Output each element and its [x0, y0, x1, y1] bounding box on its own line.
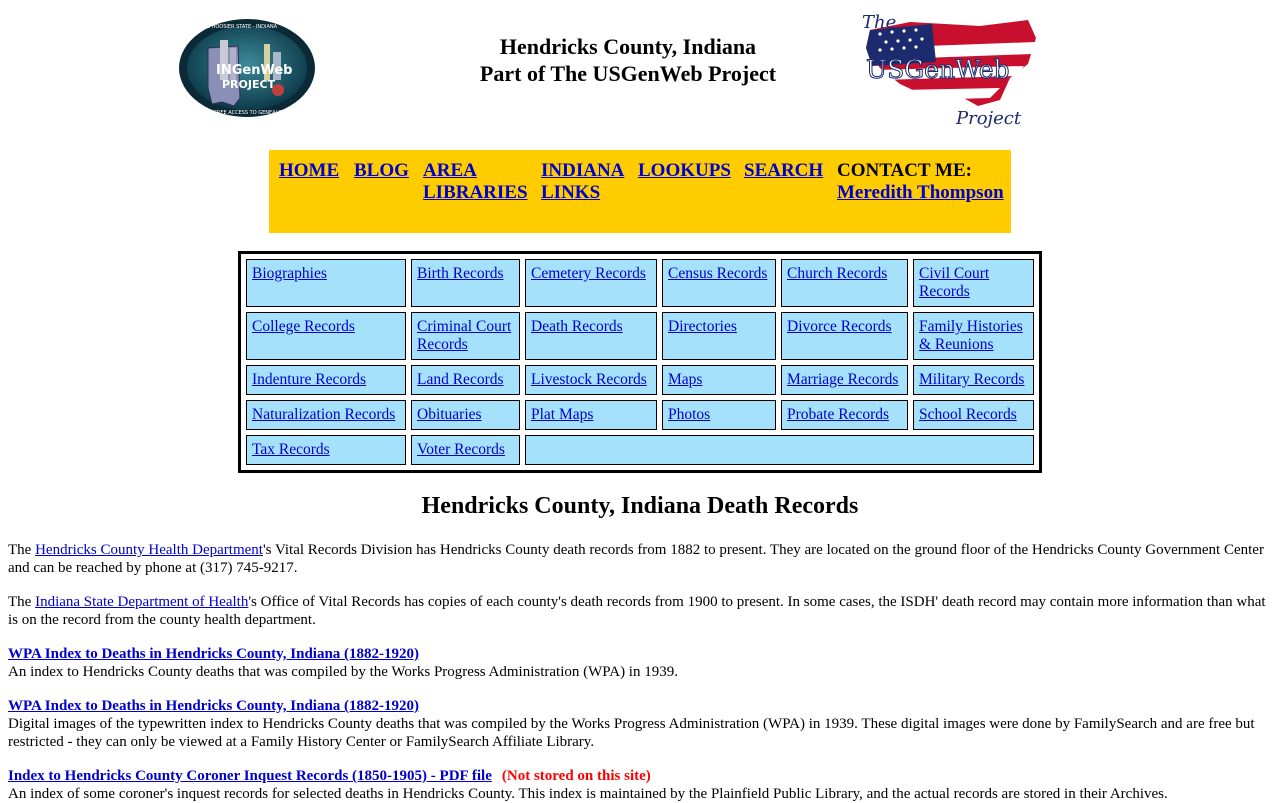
record-link-military[interactable]: Military Records — [919, 371, 1025, 388]
wpa-index-link-1[interactable]: WPA Index to Deaths in Hendricks County, Indiana (1882-1920) — [8, 646, 420, 662]
p2-pre: The — [8, 594, 36, 610]
record-link-plat-maps[interactable]: Plat Maps — [531, 406, 594, 423]
record-link-family-histories[interactable]: Family Histories & Reunions — [919, 318, 1023, 353]
record-link-church[interactable]: Church Records — [787, 265, 888, 282]
records-cell — [411, 365, 520, 395]
contact-link[interactable]: Meredith Thompson — [837, 182, 1004, 203]
record-link-death[interactable]: Death Records — [531, 318, 623, 335]
ingenweb-logo-line2: PROJECT — [222, 78, 276, 91]
records-cell — [246, 365, 406, 395]
page-heading: Hendricks County, Indiana Death Records — [421, 493, 859, 519]
records-cell — [913, 312, 1034, 360]
nav-lookups — [638, 160, 731, 182]
nav-blog — [354, 160, 409, 182]
nav-indiana-links-link[interactable] — [541, 160, 624, 203]
record-link-maps[interactable]: Maps — [668, 371, 703, 388]
nav-lookups-link[interactable]: LOOKUPS — [638, 160, 731, 181]
record-link-college[interactable]: College Records — [252, 318, 355, 335]
records-cell — [246, 400, 406, 430]
nav-home-link[interactable]: HOME — [279, 160, 340, 181]
wpa-index-entry-1 — [8, 645, 1270, 681]
records-cell — [781, 400, 908, 430]
records-cell — [246, 259, 406, 307]
record-link-criminal-court[interactable]: Criminal Court Records — [417, 318, 512, 353]
records-cell — [913, 400, 1034, 430]
nav-area-line1: AREA — [423, 160, 477, 181]
record-link-divorce[interactable]: Divorce Records — [787, 318, 892, 335]
records-cell — [781, 365, 908, 395]
p1-pre: The — [8, 542, 36, 558]
ingenweb-logo-line1: INGenWeb — [216, 63, 293, 78]
records-cell — [411, 435, 520, 465]
records-cell — [411, 259, 520, 307]
records-cell — [662, 400, 776, 430]
nav-area-libraries — [423, 160, 528, 204]
records-cell — [781, 259, 908, 307]
nav-indiana-line1: INDIANA — [541, 160, 625, 181]
records-cell — [781, 312, 908, 360]
p1-post: 's Vital Records Division has Hendricks County death records from 1882 to present. They are located on the ground floor of the Hendricks County Government Center and can be reached by phone at (317) 745-9217. — [8, 542, 1264, 576]
not-stored-note: (Not stored on this site) — [501, 768, 651, 784]
records-cell — [662, 365, 776, 395]
site-title — [440, 33, 816, 87]
wpa-index-link-2[interactable]: WPA Index to Deaths in Hendricks County, Indiana (1882-1920) — [8, 698, 420, 714]
record-link-livestock[interactable]: Livestock Records — [531, 371, 647, 388]
record-link-voter[interactable]: Voter Records — [417, 441, 505, 458]
records-cell — [525, 259, 657, 307]
records-cell-empty — [525, 435, 1034, 465]
wpa-index-desc-1: An index to Hendricks County deaths that was compiled by the Works Progress Administration (WPA) in 1939. — [8, 664, 678, 680]
usgenweb-logo-project: Project — [956, 108, 1022, 129]
site-title-line1: Hendricks County, Indiana — [499, 34, 757, 59]
ingenweb-ring-bottom: FREE ACCESS TO GENEALOGY — [214, 110, 289, 116]
record-link-cemetery[interactable]: Cemetery Records — [531, 265, 646, 282]
records-cell — [525, 365, 657, 395]
records-cell — [246, 435, 406, 465]
site-title-line2: Part of The USGenWeb Project — [479, 61, 777, 86]
nav-indiana-line2: LINKS — [541, 182, 601, 203]
p2-post: 's Office of Vital Records has copies of each county's death records from 1900 to present. In some cases, the ISDH' death record may contain more information than what is on the record from the county health department. — [8, 594, 1266, 628]
nav-area-line2: LIBRARIES — [423, 182, 528, 203]
records-cell — [411, 312, 520, 360]
records-table — [238, 251, 1042, 473]
coroner-index-desc: An index of some coroner's inquest records for selected deaths in Hendricks County. This index is maintained by the Plainfield Public Library, and the actual records are stored in their Archives. — [8, 786, 1168, 802]
main-nav — [269, 150, 1011, 233]
record-link-civil-court[interactable]: Civil Court Records — [919, 265, 990, 300]
usgenweb-logo-the: The — [862, 12, 897, 33]
record-link-indenture[interactable]: Indenture Records — [252, 371, 367, 388]
record-link-probate[interactable]: Probate Records — [787, 406, 890, 423]
record-link-school[interactable]: School Records — [919, 406, 1017, 423]
health-dept-link[interactable]: Hendricks County Health Department — [35, 542, 263, 558]
contact-label: CONTACT ME: — [837, 160, 972, 181]
record-link-biographies[interactable]: Biographies — [252, 265, 327, 282]
records-cell — [411, 400, 520, 430]
records-cell — [525, 400, 657, 430]
isdh-link[interactable]: Indiana State Department of Health — [35, 594, 249, 610]
record-link-marriage[interactable]: Marriage Records — [787, 371, 899, 388]
wpa-index-entry-2 — [8, 697, 1270, 751]
wpa-index-desc-2: Digital images of the typewritten index to Hendricks County deaths that was compiled by the Works Progress Administration (WPA) in 1939. These digital images were done by FamilySearch and are free but restricted - they can only be viewed at a Family History Center or FamilySearch Affiliate Library. — [8, 716, 1255, 750]
usgenweb-logo-main: USGenWeb — [866, 55, 1010, 84]
record-link-obituaries[interactable]: Obituaries — [417, 406, 482, 423]
records-cell — [913, 365, 1034, 395]
record-link-photos[interactable]: Photos — [668, 406, 711, 423]
records-cell — [662, 259, 776, 307]
usgenweb-logo — [860, 8, 1040, 132]
nav-area-libraries-link[interactable] — [423, 160, 528, 203]
ingenweb-ring-top: THE HOOSIER STATE · INDIANA — [200, 24, 278, 30]
coroner-index-entry — [8, 767, 1270, 803]
record-link-tax[interactable]: Tax Records — [252, 441, 330, 458]
health-dept-paragraph — [8, 541, 1270, 577]
record-link-directories[interactable]: Directories — [668, 318, 737, 335]
coroner-index-link[interactable]: Index to Hendricks County Coroner Inquest Records (1850-1905) - PDF file — [8, 768, 492, 784]
ingenweb-logo — [178, 18, 316, 118]
records-cell — [913, 259, 1034, 307]
record-link-naturalization[interactable]: Naturalization Records — [252, 406, 396, 423]
isdh-paragraph — [8, 593, 1270, 629]
record-link-land[interactable]: Land Records — [417, 371, 504, 388]
nav-contact — [837, 160, 1004, 204]
nav-search — [744, 160, 823, 182]
nav-blog-link[interactable]: BLOG — [354, 160, 409, 181]
record-link-birth[interactable]: Birth Records — [417, 265, 504, 282]
nav-search-link[interactable]: SEARCH — [744, 160, 824, 181]
records-cell — [246, 312, 406, 360]
nav-home — [279, 160, 339, 182]
records-cell — [662, 312, 776, 360]
records-cell — [525, 312, 657, 360]
nav-indiana-links — [541, 160, 624, 204]
record-link-census[interactable]: Census Records — [668, 265, 768, 282]
